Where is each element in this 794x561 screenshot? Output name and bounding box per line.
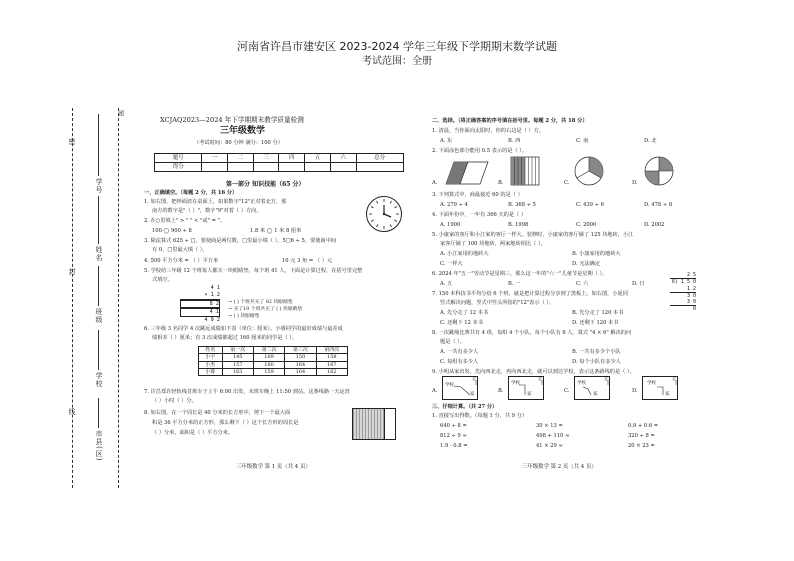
calc-line: 3 0: [670, 299, 696, 306]
choice-2-option-a[interactable]: A.: [432, 180, 438, 186]
choice-8a: 8. 一次跳绳比赛共有 4 组，每组 4 个小队，每个小队有 6 人。算式 "4 × 6" 解决的问: [432, 330, 632, 336]
calc-line: 8 2: [180, 300, 220, 309]
school-label: 学校: [95, 372, 103, 388]
table-header: 第四次: [316, 347, 347, 354]
calc-item: 0.9 + 0.6 =: [628, 423, 659, 429]
question-4a: 4. 500 平方分米 = （ ）平方米: [144, 258, 219, 264]
score-head: 一: [202, 154, 228, 163]
score-cell[interactable]: [228, 163, 254, 172]
calc-note-3: → ( ) 块眼睛垫: [228, 314, 260, 319]
choice-4-option-b[interactable]: B. 1998: [508, 222, 529, 228]
choice-8-option-a[interactable]: A. 一共有多少人: [440, 349, 479, 355]
question-8c: （ ）分米，面积是（ ）平方分米。: [152, 430, 234, 436]
question-7b: （ ）小时（ ）分。: [152, 398, 197, 404]
right-page: [432, 110, 702, 480]
choice-7-option-c[interactable]: C. 还剩下 12 本书: [440, 320, 483, 326]
multiplication-calc: [180, 285, 220, 324]
question-7a: 7. 许昌郑许轻轨线首班车于上午 6:00 出发，末班车晚上 11:50 到站。这条线路一天运营: [144, 389, 350, 395]
page-footer: 三年级数学 第 1 页（共 4 页）: [236, 464, 311, 470]
table-cell: 167: [316, 361, 347, 368]
left-page: [140, 110, 418, 480]
question-3a: 3. 除法算式 625 ÷ □，要使商是两位数，□里最小填（ ），5□6 ÷ 5，要使商中间: [144, 238, 336, 244]
choice-4: 4. 下面年份中，一年有 366 天的是（ ）: [432, 212, 527, 218]
route-map-d: [642, 376, 678, 400]
school-label: 学校: [511, 381, 520, 386]
choice-1-option-d[interactable]: D. 北: [644, 138, 657, 144]
calc-line: 1 2: [670, 286, 696, 293]
choice-8b: 题是（ ）。: [440, 339, 465, 345]
section-one-heading: 一、正确填空。（每题 2 分，共 16 分）: [144, 190, 238, 196]
calc-line: 2 5: [670, 272, 696, 279]
parallelogram-figure: [444, 160, 490, 186]
seal-mark-3: 密: [117, 110, 124, 117]
rectangle-figure: [352, 408, 396, 440]
binding-sidebar: [62, 108, 124, 490]
choice-2-option-c[interactable]: C.: [564, 180, 570, 186]
calc-line: × 1 2: [180, 292, 220, 300]
question-3b: 有 0，□里最大填（ ）。: [152, 247, 208, 253]
document-title: 河南省许昌市建安区 2023-2024 学年三年级下学期期末数学试题: [237, 40, 557, 53]
table-header: 姓名: [199, 347, 223, 354]
home-label: 家: [527, 392, 532, 397]
section-three-heading: 三、仔细计算。（共 27 分）: [432, 404, 498, 410]
table-header: 第三次: [285, 347, 316, 354]
score-label: 得分: [155, 163, 202, 172]
choice-7-option-b[interactable]: B. 先分走了 120 本书: [572, 310, 624, 316]
choice-7a: 7. 150 本科技书平均分给 6 个班，就是把计算过程分享到了黑板上。如右图，小夏同: [432, 291, 628, 297]
choice-3-option-b[interactable]: B. 368 ÷ 5: [508, 202, 536, 208]
choice-8-option-d[interactable]: D. 每个小队有多少人: [572, 359, 621, 365]
choice-4-option-a[interactable]: A. 1900: [440, 222, 461, 228]
choice-2-option-d[interactable]: D.: [632, 180, 638, 186]
calc-note-2: → 买了10 个班共买了 ( ) 块眼睛垫: [228, 307, 303, 312]
choice-4-option-d[interactable]: D. 2002: [644, 222, 665, 228]
choice-6-option-b[interactable]: B. 一: [508, 281, 521, 287]
part-one-heading: 第一部分 知识技能（65 分）: [226, 181, 305, 188]
table-cell: 小杰: [199, 361, 223, 368]
choice-7-option-a[interactable]: A. 先分走了 12 本书: [440, 310, 489, 316]
calc-instruction: 1. 直接写出得数。（每题 1 分，共 9 分）: [432, 413, 528, 419]
jump-score-table: [198, 346, 348, 376]
score-head: 五: [305, 154, 331, 163]
choice-6-option-d[interactable]: D. 日: [632, 281, 645, 287]
table-cell: 162: [316, 368, 347, 375]
score-head: 六: [330, 154, 356, 163]
calc-item: 498 + 110 ≈: [536, 433, 570, 439]
score-head: 三: [253, 154, 279, 163]
table-cell: 163: [222, 368, 253, 375]
line-mark: 线: [68, 408, 76, 416]
choice-9-option-d[interactable]: D.: [632, 388, 638, 394]
home-label: 家: [665, 392, 670, 397]
question-8a: 8. 如右图，在一个周长是 40 分米的长方形中，剪下一个最大面: [144, 410, 291, 416]
choice-1-option-a[interactable]: A. 东: [440, 138, 453, 144]
score-cell[interactable]: [279, 163, 305, 172]
calc-line: 4 1: [180, 308, 220, 317]
table-cell: 160: [253, 361, 284, 368]
calc-line: 3 0: [686, 292, 696, 299]
question-2b: 1.8 米 ◯ 1 米 8 厘米: [250, 228, 302, 234]
choice-5a: 5. 小康家的客厅和小江家的客厅一样大。装修时，小康家的客厅铺了 125 块地砖，小江: [432, 232, 634, 238]
section-two-heading: 二、选择。（将正确答案的序号填在括号里。每题 2 分，共 18 分）: [432, 118, 588, 124]
choice-6: 6. 2024 年"五一"劳动节是星期三，那么这一年的"六一"儿童节是星期（ ）。: [432, 271, 608, 277]
school-label: 学校: [445, 383, 454, 388]
score-cell[interactable]: [305, 163, 331, 172]
table-cell: 164: [285, 361, 316, 368]
table-row: [199, 354, 348, 361]
choice-5-option-d[interactable]: D. 无法确定: [572, 261, 601, 267]
question-4b: 10 元 3 角 = （ ）元: [282, 258, 333, 264]
table-cell: 157: [222, 361, 253, 368]
choice-5-option-b[interactable]: B. 小康家用的地砖大: [572, 251, 621, 257]
calc-item: 320 ÷ 8 =: [628, 433, 655, 439]
choice-9-option-b[interactable]: B.: [498, 388, 504, 394]
score-head: 题号: [155, 154, 202, 163]
choice-9-option-c[interactable]: C.: [564, 388, 570, 394]
choice-3-option-d[interactable]: D. 478 ÷ 8: [644, 202, 673, 208]
document-subtitle: 考试范围：全册: [362, 56, 432, 67]
question-1b: 南方的数字是"（ ）"，数字"9"对着（ ）方向。: [152, 208, 262, 214]
choice-7-option-d[interactable]: D. 还剩下 120 本书: [572, 320, 619, 326]
page-footer: 三年级数学 第 2 页（共 4 页）: [522, 464, 597, 470]
calc-item: 640 ÷ 8 =: [440, 423, 467, 429]
home-label: 家: [593, 392, 598, 397]
table-row: [199, 368, 348, 375]
exam-code-line: XCJAQ2023—2024 年下学期期末教学质量检测: [160, 116, 304, 124]
home-label: 家: [470, 392, 475, 397]
seal-mark: 密: [68, 138, 76, 146]
county-label: 市县(区): [95, 430, 103, 462]
choice-5b: 家客厅铺了 100 块地砖，两家地砖相比（ ）。: [440, 241, 546, 247]
choice-8-option-c[interactable]: C. 每组有多少人: [440, 359, 479, 365]
question-8b: 积是 36 平方分米的正方形，那么剩下（ ）这个长方形的周长是: [152, 420, 299, 426]
table-row: [199, 361, 348, 368]
calc-item: 41 × 29 ≈: [536, 443, 563, 449]
choice-7b: 竖式解决问题，竖式中竖头所指的"12"表示（ ）。: [440, 300, 555, 306]
choice-5-option-c[interactable]: C. 一样大: [440, 261, 463, 267]
question-2a: 100 ◯ 900 ÷ 8: [152, 228, 192, 234]
score-head: 总分: [356, 154, 403, 163]
calc-item: 1.9 - 0.8 =: [440, 443, 468, 449]
calc-item: 812 ÷ 9 ≈: [440, 433, 467, 439]
north-label: 北: [472, 376, 476, 381]
calc-item: 20 × 23 =: [628, 443, 655, 449]
choice-2-option-b[interactable]: B.: [498, 180, 504, 186]
question-5b: 式填空。: [152, 277, 173, 283]
table-header: 第二次: [253, 347, 284, 354]
name-label: 姓名: [95, 246, 103, 262]
choice-9: 9. 小明从家出发，先向西北走，再向西北走，就可以到达学校。表示这条路线的是（ ）。: [432, 369, 635, 375]
question-1a: 1. 如右图，把钟面放在桌面上，如果数字"12"正对着北方，那: [144, 199, 287, 205]
choice-6-option-a[interactable]: A. 五: [440, 281, 453, 287]
calc-note-1: → ( ) 个班共买了 82 块眼睛垫: [228, 300, 293, 305]
choice-5-option-a[interactable]: A. 小江家用的地砖大: [440, 251, 489, 257]
choice-9-option-a[interactable]: A.: [432, 388, 438, 394]
score-head: 二: [228, 154, 254, 163]
table-cell: 小睿: [199, 368, 223, 375]
route-map-c: [574, 376, 610, 400]
number-label: 学号: [95, 178, 103, 194]
exam-info: （考试时间：80 分钟 满分：100 分）: [194, 140, 283, 146]
score-head: 四: [279, 154, 305, 163]
table-cell: 164: [285, 368, 316, 375]
choice-3-option-c[interactable]: C. 439 ÷ 6: [576, 202, 604, 208]
choice-1: 1. 清晨，当你面向太阳时，你的右边是（ ）方。: [432, 128, 544, 134]
score-cell[interactable]: [253, 163, 279, 172]
score-cell[interactable]: [330, 163, 356, 172]
score-table: [154, 153, 404, 172]
table-cell: 159: [253, 368, 284, 375]
choice-3: 3. 下列算式中，商最接近 60 的是（ ）: [432, 192, 523, 198]
choice-8-option-b[interactable]: B. 一共有多少个小队: [572, 349, 621, 355]
route-map-b: [508, 376, 544, 400]
table-cell: 150: [285, 354, 316, 361]
choice-1-option-b[interactable]: B. 西: [508, 138, 521, 144]
seal-mark-2: 封: [68, 268, 76, 276]
calc-line: 4 9 2: [204, 317, 220, 323]
north-label: 北: [538, 376, 542, 381]
school-label: 学校: [647, 381, 656, 386]
calc-line: 6) 1 5 0: [671, 279, 696, 286]
choice-3-option-a[interactable]: A. 279 ÷ 4: [440, 202, 468, 208]
choice-4-option-c[interactable]: C. 2000: [576, 222, 597, 228]
north-label: 北: [672, 376, 676, 381]
quarter-circle-figure: [644, 156, 674, 186]
question-6b: 绩相差（ ）厘米；有 3 次成绩都超过 160 厘米的同学是（ ）。: [152, 335, 297, 341]
table-cell: 158: [316, 354, 347, 361]
score-cell[interactable]: [356, 163, 403, 172]
choice-1-option-c[interactable]: C. 南: [576, 138, 589, 144]
question-5a: 5. 学校给三年级 12 个班每人都买一块眼睛垫，每个班 41 人，下面是计算过程，在括号里完整: [144, 268, 363, 274]
calc-line: 0: [692, 306, 696, 313]
calc-line: 4 1: [210, 285, 220, 291]
clock-icon: [366, 196, 402, 232]
table-header-row: [199, 347, 348, 354]
choice-6-option-c[interactable]: C. 六: [576, 281, 589, 287]
school-label: 学校: [577, 381, 586, 386]
question-6a: 6. 三年级 3 名同学 4 次跳远成绩如下表（单位：厘米）。小睿同学的最好成绩与最差成: [144, 326, 343, 332]
choice-2: 2. 下面涂色部分能用 0.5 表示的是（ ）。: [432, 148, 528, 154]
striped-square-figure: [510, 156, 540, 186]
calc-item: 30 × 13 =: [536, 423, 563, 429]
table-header: 第一次: [222, 347, 253, 354]
table-cell: 169: [253, 354, 284, 361]
table-cell: 145: [222, 354, 253, 361]
north-label: 北: [604, 376, 608, 381]
question-2-label: 2. 在○里填上" > " " < "或" = "。: [144, 218, 226, 224]
exam-title: 三年级数学: [220, 126, 266, 136]
score-cell[interactable]: [202, 163, 228, 172]
division-calc: [670, 272, 696, 313]
sector-circle-figure: [574, 156, 604, 186]
route-map-a: [442, 376, 478, 400]
class-label: 班级: [95, 308, 103, 324]
table-cell: 小宇: [199, 354, 223, 361]
